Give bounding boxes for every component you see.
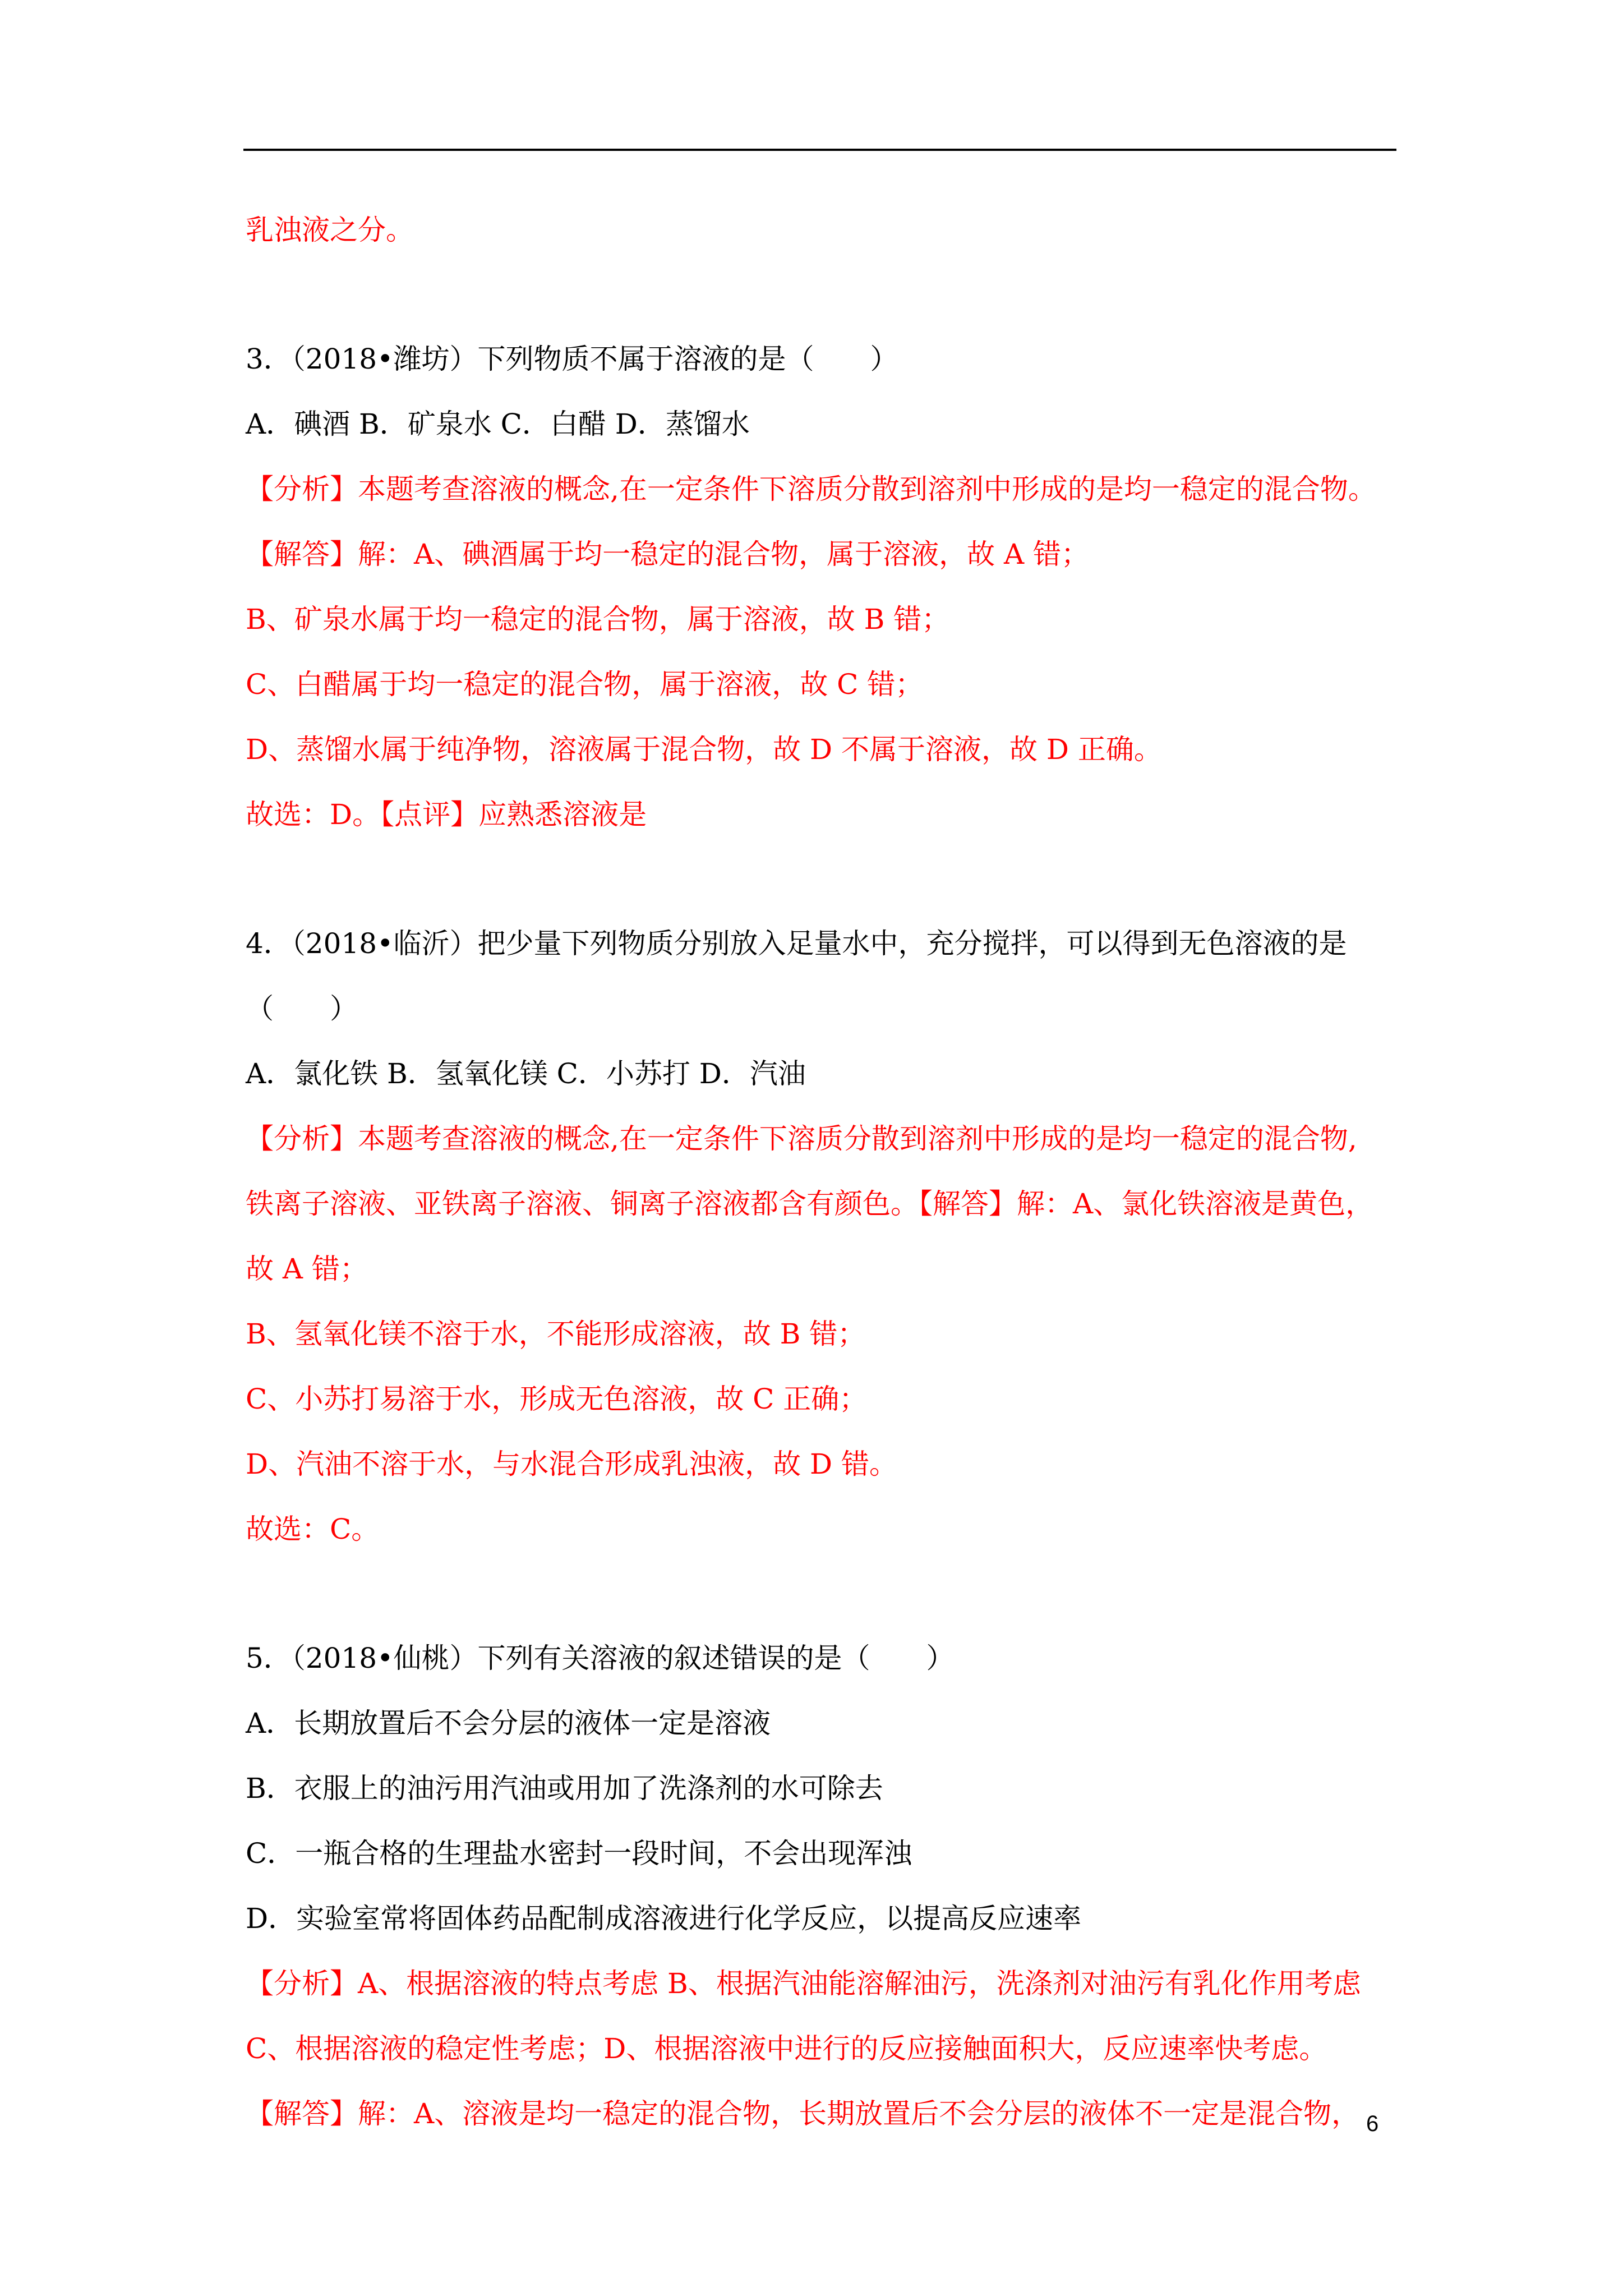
- answer-text: D、汽油不溶于水，与水混合形成乳浊液，故 D 错。: [246, 1448, 897, 1480]
- question-5-stem: 5．（2018•仙桃）下列有关溶液的叙述错误的是（ ）: [246, 1642, 955, 1674]
- answer-choice: 故选：D。【点评】应熟悉溶液是: [246, 798, 647, 831]
- analysis-text: 【分析】A、根据溶液的特点考虑 B、根据汽油能溶解油污，洗涤剂对油污有乳化作用考虑: [246, 1967, 1361, 2000]
- question-5-option-a: A．长期放置后不会分层的液体一定是溶液: [246, 1707, 771, 1740]
- analysis-text: 【分析】本题考查溶液的概念,在一定条件下溶质分散到溶剂中形成的是均一稳定的混合物。: [246, 473, 1376, 505]
- text-line: 乳浊液之分。: [246, 214, 414, 246]
- answer-text: D、蒸馏水属于纯净物，溶液属于混合物，故 D 不属于溶液，故 D 正确。: [246, 733, 1162, 766]
- question-3-stem: 3．（2018•潍坊）下列物质不属于溶液的是（ ）: [246, 343, 898, 375]
- question-3-options: A．碘酒 B．矿泉水 C．白醋 D．蒸馏水: [246, 408, 750, 440]
- question-5-option-b: B．衣服上的油污用汽油或用加了洗涤剂的水可除去: [246, 1772, 883, 1805]
- answer-text: B、氢氧化镁不溶于水，不能形成溶液，故 B 错；: [246, 1318, 866, 1350]
- question-5-option-d: D．实验室常将固体药品配制成溶液进行化学反应，以提高反应速率: [246, 1902, 1082, 1935]
- answer-choice: 故选：C。: [246, 1513, 380, 1545]
- analysis-text: C、根据溶液的稳定性考虑；D、根据溶液中进行的反应接触面积大，反应速率快考虑。: [246, 2032, 1327, 2065]
- answer-text: 故 A 错；: [246, 1253, 368, 1285]
- page-number: 6: [1366, 2111, 1379, 2136]
- answer-text: C、白醋属于均一稳定的混合物，属于溶液，故 C 错；: [246, 668, 924, 701]
- answer-text: 【解答】解：A、溶液是均一稳定的混合物，长期放置后不会分层的液体不一定是混合物，: [246, 2097, 1360, 2130]
- question-4-blank: （ ）: [246, 992, 358, 1025]
- answer-text: C、小苏打易溶于水，形成无色溶液，故 C 正确；: [246, 1383, 868, 1415]
- analysis-text: 【分析】本题考查溶液的概念,在一定条件下溶质分散到溶剂中形成的是均一稳定的混合物,: [246, 1122, 1357, 1155]
- header-rule: [243, 149, 1396, 151]
- answer-text: 【解答】解：A、碘酒属于均一稳定的混合物，属于溶液，故 A 错；: [246, 538, 1090, 570]
- question-4-options: A．氯化铁 B．氢氧化镁 C．小苏打 D．汽油: [246, 1057, 806, 1090]
- answer-text: B、矿泉水属于均一稳定的混合物，属于溶液，故 B 错；: [246, 603, 950, 636]
- question-5-option-c: C．一瓶合格的生理盐水密封一段时间，不会出现浑浊: [246, 1837, 912, 1870]
- question-4-stem: 4．（2018•临沂）把少量下列物质分别放入足量水中，充分搅拌，可以得到无色溶液的是: [246, 927, 1347, 960]
- analysis-text: 铁离子溶液、亚铁离子溶液、铜离子溶液都含有颜色。【解答】解：A、氯化铁溶液是黄色，: [246, 1188, 1374, 1220]
